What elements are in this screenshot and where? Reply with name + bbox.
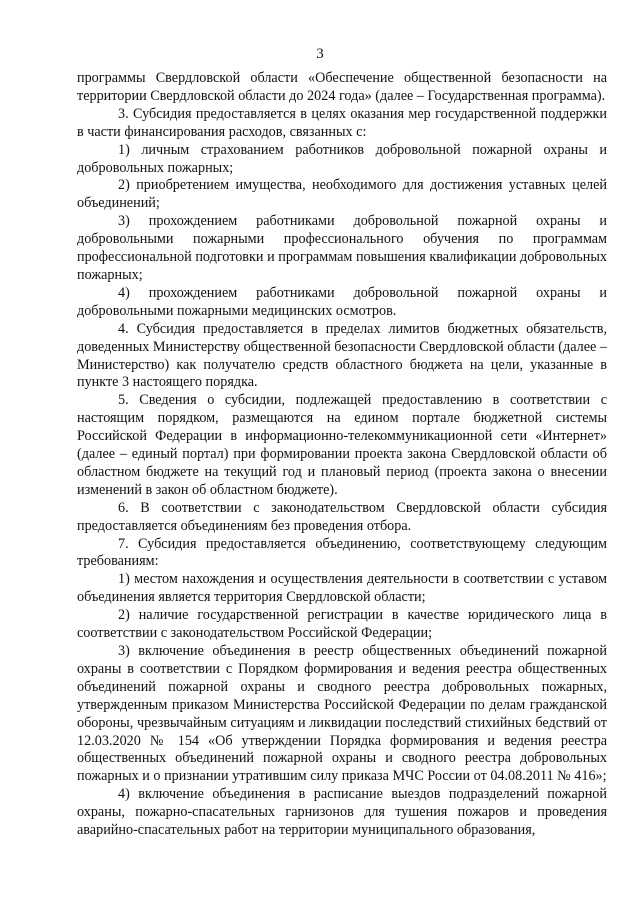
paragraph-7-item-2: 2) наличие государственной регистрации в качестве юридического лица в соответствии с законодательством Российской Федерации; [77,607,607,642]
page-number: 3 [316,46,324,62]
paragraph-6: 6. В соответствии с законодательством Свердловской области субсидия предоставляется объединениям без проведения отбора. [77,499,607,534]
paragraph-continuation: программы Свердловской области «Обеспечение общественной безопасности на территории Свердловской области до 2024 года» (далее – Государственная программа). [77,70,607,104]
paragraph-3-item-3: 3) прохождением работниками добровольной пожарной охраны и добровольными пожарными профессионального обучения по программам профессиональной подготовки и программам повышения квалификации добровольных пожарных; [77,213,607,283]
paragraph-3: 3. Субсидия предоставляется в целях оказания мер государственной поддержки в части финансирования расходов, связанных с: [77,105,607,140]
paragraph-4: 4. Субсидия предоставляется в пределах лимитов бюджетных обязательств, доведенных Министерству общественной безопасности Свердловской области (далее – Министерство) как получателю средств областного бюджета на цели, указанные в пункте 3 настоящего порядка. [77,320,607,391]
paragraph-3-item-4: 4) прохождением работниками добровольной пожарной охраны и добровольными пожарными медицинских осмотров. [77,284,607,319]
document-body [77,70,607,840]
paragraph-5: 5. Сведения о субсидии, подлежащей предоставлению в соответствии с настоящим порядком, размещаются на едином портале бюджетной системы Российской Федерации в информационно-телекоммуникационной сети «Интернет» (далее – единый портал) при формировании проекта закона Свердловской области об областном бюджете на текущий год и плановый период (проекта закона о внесении изменений в закон об областном бюджете). [77,392,607,498]
paragraph-7-item-1: 1) местом нахождения и осуществления деятельности в соответствии с уставом объединения является территория Свердловской области; [77,571,607,606]
paragraph-7: 7. Субсидия предоставляется объединению, соответствующему следующим требованиям: [77,535,607,570]
paragraph-3-item-1: 1) личным страхованием работников добровольной пожарной охраны и добровольных пожарных; [77,141,607,176]
paragraph-7-item-3: 3) включение объединения в реестр общественных объединений пожарной охраны в соответствии с Порядком формирования и ведения реестра общественных объединений пожарной охраны и сводного реестра добровольных пожарных, утвержденным приказом Министерства Российской Федерации по делам гражданской обороны, чрезвычайным ситуациям и ликвидации последствий стихийных бедствий от 12.03.2020 № 154 «Об утверждении Порядка формирования и ведения реестра общественных объединений пожарной охраны и сводного реестра добровольных пожарных и о признании утратившим силу приказа МЧС России от 04.08.2011 № 416»; [77,643,607,785]
paragraph-7-item-4: 4) включение объединения в расписание выездов подразделений пожарной охраны, пожарно-спасательных гарнизонов для тушения пожаров и проведения аварийно-спасательных работ на территории муниципального образования, [77,786,607,839]
paragraph-3-item-2: 2) приобретением имущества, необходимого для достижения уставных целей объединений; [77,177,607,212]
